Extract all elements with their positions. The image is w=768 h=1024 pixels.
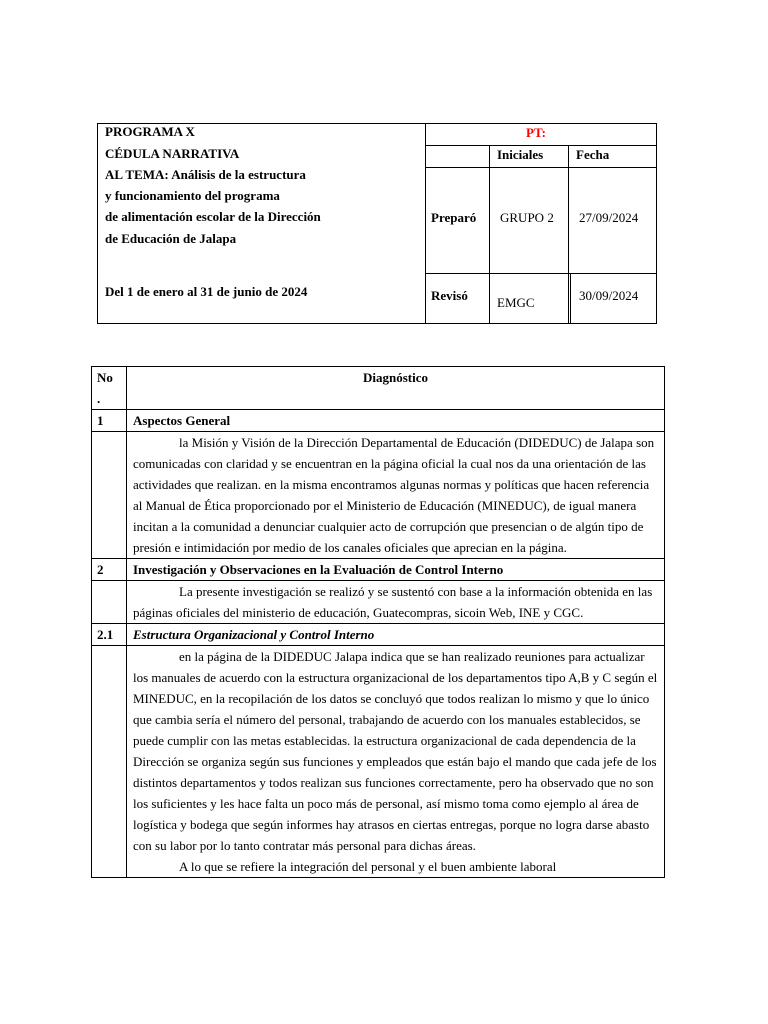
header-divider-iniciales (489, 146, 490, 323)
paragraph: La presente investigación se realizó y se sustentó con base a la información obtenida en las páginas oficiales del ministerio de educación, Guatecompras, sicoin Web, INE y CGC. (133, 584, 653, 620)
paragraph-continued: A lo que se refiere la integración del personal y el buen ambiente laboral (179, 859, 557, 874)
col-diagnostico-header: Diagnóstico (127, 367, 665, 410)
row-number-empty (92, 432, 127, 559)
program-title: PROGRAMA X (105, 124, 195, 139)
tema-line-4: de Educación de Jalapa (105, 231, 237, 246)
tema-text-1: Análisis de la estructura (168, 167, 306, 182)
col-fecha: Fecha (576, 147, 610, 162)
header-divider-main (425, 124, 426, 323)
table-row (92, 624, 665, 646)
table-row (92, 646, 665, 878)
reviso-fecha: 30/09/2024 (579, 288, 639, 303)
pt-label: PT: (526, 125, 546, 140)
preparo-iniciales: GRUPO 2 (500, 210, 554, 225)
row-body (127, 432, 665, 559)
reviso-label: Revisó (431, 288, 468, 303)
row-body (127, 646, 665, 878)
header-hline-3 (425, 273, 656, 274)
header-hline-2 (425, 167, 656, 168)
col-iniciales: Iniciales (497, 147, 544, 162)
cedula-title: CÉDULA NARRATIVA (105, 146, 240, 161)
diagnostic-table (91, 366, 665, 878)
reviso-iniciales: EMGC (497, 295, 535, 310)
header-divider-fecha-double (570, 274, 571, 323)
row-body (127, 581, 665, 624)
row-number-empty (92, 646, 127, 878)
preparo-label: Preparó (431, 210, 477, 225)
tema-line-1 (105, 164, 306, 185)
table-row (92, 410, 665, 432)
table-row (92, 581, 665, 624)
row-title: Aspectos General (127, 410, 665, 432)
row-title: Investigación y Observaciones en la Evaluación de Control Interno (127, 559, 665, 581)
row-number: 2 (92, 559, 127, 581)
tema-label: AL TEMA: (105, 167, 169, 182)
tema-line-3: de alimentación escolar de la Dirección (105, 209, 321, 224)
col-no-header: No . (92, 367, 127, 410)
paragraph: en la página de la DIDEDUC Jalapa indica que se han realizado reuniones para actualizar los manuales de acuerdo con la estructura organizacional de los departamentos tipo A,B y C según el MINEDUC, en la recopilación de los datos se concluyó que todos realizan lo mismo y que lo único que cambia sería el número del personal, trabajando de acuerdo con los manuales establecidos, se puede cumplir con las metas establecidas. la estructura organizacional de cada dependencia de la Dirección se organiza según sus funciones y empleados que están bajo el mando que cada jefe de los distintos departamentos y todos realizan sus funciones correctamente, pero ha observado que no son los suficientes y les hace falta un poco más de personal, así mismo toma como ejemplo al área de logística y bodega que según informes hay atrasos en ciertas entregas, porque no logra darse abasto con su labor por lo tanto contratar más personal para dichas áreas. (133, 649, 658, 853)
paragraph: la Misión y Visión de la Dirección Departamental de Educación (DIDEDUC) de Jalapa son comunicadas con claridad y se encuentran en la página oficial la cual nos da una orientación de las actividades que realizan. en la misma encontramos algunas normas y políticas que hacen referencia al Manual de Ética proporcionado por el Ministerio de Educación (MINEDUC), de igual manera incitan a la comunidad a denunciar cualquier acto de corrupción que presencian o de algún tipo de presión e intimidación por medio de los canales oficiales que aprecian en la página. (133, 435, 655, 555)
period-text: Del 1 de enero al 31 de junio de 2024 (105, 284, 308, 299)
header-divider-fecha (568, 146, 569, 323)
row-number: 1 (92, 410, 127, 432)
table-row (92, 432, 665, 559)
row-number: 2.1 (92, 624, 127, 646)
row-title: Estructura Organizacional y Control Interno (127, 624, 665, 646)
preparo-fecha: 27/09/2024 (579, 210, 639, 225)
table-row (92, 559, 665, 581)
header-box (97, 123, 657, 324)
tema-line-2: y funcionamiento del programa (105, 188, 280, 203)
table-header-row (92, 367, 665, 410)
row-number-empty (92, 581, 127, 624)
